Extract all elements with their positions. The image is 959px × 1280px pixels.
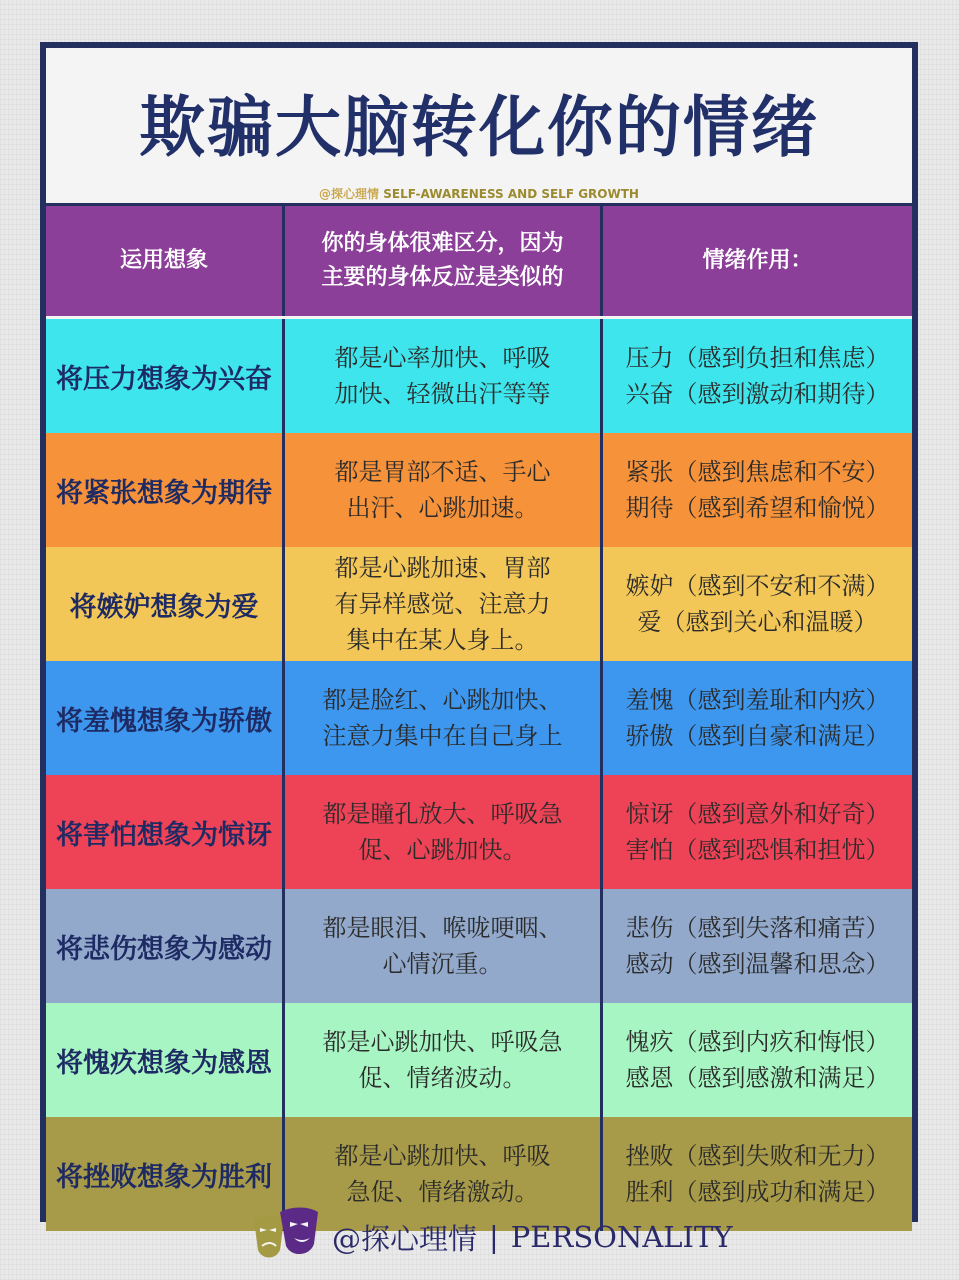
row-desc-line: 集中在某人身上。 [346,626,539,654]
footer [250,1207,732,1267]
infographic-frame [40,42,918,1222]
footer-handle: @探心理情 [332,1221,478,1256]
row-emotion: 感动（感到温馨和思念） [625,950,890,978]
theater-masks-icon [250,1206,322,1268]
row-desc [285,1003,603,1117]
row-emotions [603,775,912,889]
header-col-emotion: 情绪作用： [702,248,813,273]
row-desc-line: 促、情绪波动。 [358,1064,527,1092]
row-desc-line: 都是心跳加快、呼吸急 [322,1028,563,1056]
row-label: 将悲伤想象为感动 [46,889,285,1003]
table-header [46,206,912,316]
subtitle-handle: @探心理情 [319,187,380,201]
row-emotion: 惊讶（感到意外和好奇） [625,800,890,828]
row-emotion: 压力（感到负担和焦虑） [625,344,890,372]
row-desc-line: 注意力集中在自己身上 [322,722,563,750]
row-emotion: 兴奋（感到激动和期待） [625,380,890,408]
row-emotion: 嫉妒（感到不安和不满） [625,572,890,600]
footer-separator: | [489,1220,499,1254]
row-desc-line: 都是心跳加速、胃部 [334,554,551,582]
row-emotion: 羞愧（感到羞耻和内疚） [625,686,890,714]
subtitle-tagline: SELF-AWARENESS AND SELF GROWTH [383,187,639,201]
row-emotion: 期待（感到希望和愉悦） [625,494,890,522]
row-desc-line: 都是脸红、心跳加快、 [322,686,563,714]
row-desc-line: 心情沉重。 [382,950,503,978]
row-label: 将嫉妒想象为爱 [46,547,285,661]
header-col-imagine: 运用想象 [46,206,285,316]
row-emotion: 胜利（感到成功和满足） [625,1178,890,1206]
row-emotions [603,433,912,547]
table-row [46,319,912,433]
row-emotion: 悲伤（感到失落和痛苦） [625,914,890,942]
row-emotions [603,1003,912,1117]
table-row [46,433,912,547]
row-label: 将羞愧想象为骄傲 [46,661,285,775]
footer-brand: PERSONALITY [510,1220,733,1254]
row-desc-line: 都是胃部不适、手心 [334,458,551,486]
row-emotion: 愧疚（感到内疚和悔恨） [625,1028,890,1056]
row-desc [285,661,603,775]
row-desc-line: 都是心跳加快、呼吸 [334,1142,551,1170]
row-emotions [603,547,912,661]
table-row [46,661,912,775]
row-emotion: 紧张（感到焦虑和不安） [625,458,890,486]
row-desc [285,547,603,661]
row-desc-line: 促、心跳加快。 [358,836,527,864]
row-desc [285,775,603,889]
table-row [46,1003,912,1117]
row-emotion: 爱（感到关心和温暖） [637,608,878,636]
row-emotion: 害怕（感到恐惧和担忧） [625,836,890,864]
row-desc-line: 都是瞳孔放大、呼吸急 [322,800,563,828]
row-emotion: 骄傲（感到自豪和满足） [625,722,890,750]
table-row [46,889,912,1003]
header-col-body-line2: 主要的身体反应是类似的 [321,265,564,290]
row-desc-line: 出汗、心跳加速。 [346,494,539,522]
table-row [46,547,912,661]
row-desc [285,319,603,433]
page-title: 欺骗大脑转化你的情绪 [139,89,819,166]
row-label: 将愧疚想象为感恩 [46,1003,285,1117]
table-row [46,775,912,889]
header-col-body [285,206,603,316]
row-label: 将紧张想象为期待 [46,433,285,547]
subtitle [46,186,912,202]
row-desc-line: 加快、轻微出汗等等 [334,380,551,408]
row-emotion: 挫败（感到失败和无力） [625,1142,890,1170]
row-emotions [603,661,912,775]
header-col-body-line1: 你的身体很难区分，因为 [321,231,564,256]
row-emotions [603,889,912,1003]
row-emotion: 感恩（感到感激和满足） [625,1064,890,1092]
row-desc-line: 有异样感觉、注意力 [334,590,551,618]
row-desc-line: 都是眼泪、喉咙哽咽、 [322,914,563,942]
row-label: 将挫败想象为胜利 [46,1117,285,1231]
row-label: 将压力想象为兴奋 [46,319,285,433]
row-desc-line: 都是心率加快、呼吸 [334,344,551,372]
row-emotions [603,319,912,433]
emotion-table [46,203,912,1231]
row-label: 将害怕想象为惊讶 [46,775,285,889]
row-desc [285,889,603,1003]
row-desc [285,433,603,547]
row-desc-line: 急促、情绪激动。 [346,1178,539,1206]
